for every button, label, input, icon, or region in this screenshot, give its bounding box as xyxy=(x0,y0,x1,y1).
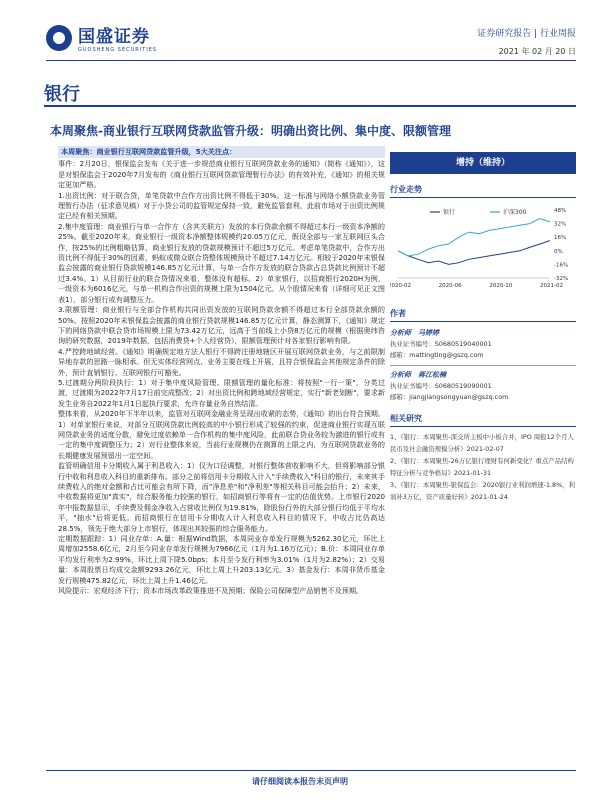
focus-bar: 本周聚焦：商业银行互联网贷款监管升级，5大关注点： xyxy=(58,146,385,158)
y-tick-label: -32% xyxy=(554,276,569,282)
industry-divider xyxy=(44,105,576,107)
rating-badge: 增持（维持） xyxy=(390,152,576,174)
related-list xyxy=(390,431,576,503)
analyst-email[interactable]: 邮箱：jiangjiangsongyuan@gszq.com xyxy=(390,393,509,401)
y-tick-label: 48% xyxy=(554,208,567,214)
logo-mark-icon xyxy=(46,25,72,51)
paragraph: 风险提示：宏观经济下行；资本市场改革政策推进不及预期；保险公司保障型产品销售不及预期。 xyxy=(58,586,364,596)
sidebar xyxy=(390,152,576,503)
x-tick-label: 2020-06 xyxy=(438,283,462,289)
trend-title: 行业走势 xyxy=(390,184,576,198)
paragraph: 1.出资比例：对于联合贷，单笔贷款中合作方出资比例不得低于30%。这一标准与网络小额贷款业务管理暂行办法（征求意见稿）对于小贷公司的监管规定保持一致，避免监管套利，此前市场对于出资比例规定已经有相关预期。 xyxy=(58,190,385,221)
analysts-title: 作者 xyxy=(390,308,576,322)
report-date: 2021 年 02 月 20 日 xyxy=(498,47,576,56)
report-title: 本周聚焦-商业银行互联网贷款监管升级：明确出资比例、集中度、限额管理 xyxy=(50,124,451,138)
related-item[interactable]: 3、《银行：本周聚焦-银保监会：2020银行业利润增速-1.8%，利润补3万亿，资产质量好转》2021-01-24 xyxy=(390,481,575,501)
footer-disclaimer: 请仔细阅读本报告末页声明 xyxy=(252,777,348,786)
paragraph: 3.限额管理：商业银行与全部合作机构共同出资发放的互联网贷款余额不得超过本行全部贷款余额的50%。按照2020年末银保监会披露的商业银行贷款规模146.85万亿元计算，静态测算下，《通知》规定下的网络贷款中联合贷市场规模上限为73.42万亿元，远高于当前线上小贷8万亿元的规模（根据奥纬咨询的研究数据，2019年数据，包括消费贷+个人经营贷），限额管理预计对各家银行影响有限。 xyxy=(58,305,385,346)
related-title: 相关研究 xyxy=(390,413,576,427)
page-header xyxy=(0,0,600,60)
header-divider xyxy=(46,60,576,61)
paragraph: 定期数据跟踪：1）同业存单：A.量：根据Wind数据，本周同业存单发行规模为5262.30亿元，环比上周增加2558.6亿元，2月至今同业存单发行规模为7966亿元（1月为1.16万亿元）；B.价：本周同业存单平均发行利率为2.99%，环比上周下降5.0bps；本月至今发行利率为3.01%（1月为2.82%）；2）交易量：本周股票日均成交金额9293.26亿元，环比上周上升203.13亿元。3）基金发行：本周非货币基金发行规模475.82亿元，环比上周上升1.46亿元。 xyxy=(58,534,385,585)
logo-name: 国盛证券 xyxy=(78,27,150,47)
y-tick-label: 0% xyxy=(554,248,563,255)
trend-chart xyxy=(390,204,576,294)
legend-label: 沪深300 xyxy=(503,209,527,216)
paragraph: 2.集中度管理：商业银行与单一合作方（含其关联方）发放的本行贷款余额不得超过本行一级资本净额的25%。截至2020年末，商业银行一级资本净额整体规模约20.05万亿元，假设全部与一家互联网巨头合作，按25%的比例粗略估算，商业银行发放的贷款规模预计不超过5万亿元。考虑单笔贷款中，合作方出资比例不得低于30%的因素，蚂蚁或微众联合贷整体规模预计不超过7.14万亿元。相较于2020年末银保监会披露的商业银行贷款规模146.85万亿元计算，与单一合作方发放的联合贷款占总贷款比例预计不超过3.4%。1）从目前行业的联合贷情况来看，整体没有超标。2）单家银行，以招商银行2020H为例，一级资本为6016亿元，与单一机构合作出资的规模上限为1504亿元。从个股情况来看（详细可见正文图表1），部分银行或有调整压力。 xyxy=(58,221,385,304)
paragraph: 整体来看，从2020年下半年以来，监管对互联网金融业务呈现出收紧的态势，《通知》的出台符合预期。1）对单家银行来说，对部分互联网贷款比例较高的中小银行形成了较强的约束，促进商业银行实现互联网贷款业务的适度分散，避免过度依赖单一合作机构的集中度风险，此前联合贷业务较为激进的银行或有一定的集中度调整压力；2）对行业整体来说，当前行业规模仍在测算的上限之内，为互联网贷款业务的长期健康发展预留出一定空间。 xyxy=(58,409,385,460)
analyst-cert: 执业证书编号：S0680519090001 xyxy=(390,382,492,390)
company-logo xyxy=(46,22,157,53)
y-tick-label: 32% xyxy=(554,221,567,228)
paragraph: 5.过渡期分两阶段执行：1）对于集中度风险管理、限额管理的量化标准：将按照"一行一策"，分类过渡，过渡期为2022年7月17日前完成整改；2）对出资比例和跨地域经营规定，实行"新老划断"，要求新发生业务自2022年1月1日起执行要求，允许存量业务自然结清。 xyxy=(58,377,385,408)
logo-name-en: GUOSHENG SECURITIES xyxy=(78,47,158,53)
paragraph: 监管明确信用卡分期收入属于利息收入：1）仅为口径调整，对银行整体营收影响不大，但将影响部分银行中收和利息收入科目的重新排布。部分之前将信用卡分期收入计入"手续费收入"科目的银行，未来其手续费收入的绝对金额和占比可能会有所下降，而"净息差"和"净利差"等相关科目可能会抬升；2）未来，中收数据将更加"真实"，综合服务能力较强的银行，如招商银行等将有一定的估值优势。上市银行2020年中报数据显示，手续费及佣金净收入占营收比例仅为19.81%，除股份行外的大部分银行均低于平均水平，"抽水"后将更低。而招商银行在信用卡分期收入计入利息收入科目的情况下，中收占比仍高达28.5%，领先于绝大部分上市银行，体现出其较强的综合服务能力。 xyxy=(58,461,385,533)
paragraph: 4.严控跨地域经营。《通知》明确规定地方法人银行不得跨注册地辖区开展互联网贷款业务，与之前限制异地存款的思路一脉相承。但无实体经营网点、业务主要在线上开展，且符合银保监会其他规定条件的除外，预计直销银行、互联网银行可豁免。 xyxy=(58,346,385,377)
series-line xyxy=(398,219,550,256)
analyst-block xyxy=(390,328,576,403)
x-tick-label: 2020-10 xyxy=(489,283,513,289)
related-item[interactable]: 1、《银行：本周聚焦-深交所主板中小板合并，IPO 周报12个月人民币及社会融资规模分析》2021-02-07 xyxy=(390,433,574,453)
y-tick-label: -16% xyxy=(554,262,569,269)
main-content xyxy=(58,146,385,596)
x-tick-label: 2020-02 xyxy=(390,283,411,289)
y-tick-label: 16% xyxy=(554,235,567,242)
report-type: 证券研究报告 | 行业周报 xyxy=(477,29,576,39)
analyst-divider xyxy=(390,365,576,366)
analyst-cert: 执业证书编号：S0680519040001 xyxy=(390,340,492,348)
analyst-name: 分析师 蒋江松楠 xyxy=(390,371,446,379)
analyst-name: 分析师 马婷婷 xyxy=(390,329,439,337)
legend-label: 银行 xyxy=(443,209,456,216)
related-item[interactable]: 2、《银行：本周聚焦-26万亿银行理财有何新变化？重点产品结构特征分析与竞争格局》2021-01-31 xyxy=(390,457,574,477)
footer-divider xyxy=(46,770,576,771)
industry-name: 银行 xyxy=(44,84,80,105)
x-tick-label: 2021-02 xyxy=(540,283,563,289)
paragraph: 事件：2月20日，银保监会发布《关于进一步规范商业银行互联网贷款业务的通知》（简称《通知》），这是对银保监会于2020年7月发布的《商业银行互联网贷款管理暂行办法》的有效补充，《通知》的相关规定更加严格。 xyxy=(58,159,385,190)
analyst-email[interactable]: 邮箱：mattingting@gszq.com xyxy=(390,351,484,359)
